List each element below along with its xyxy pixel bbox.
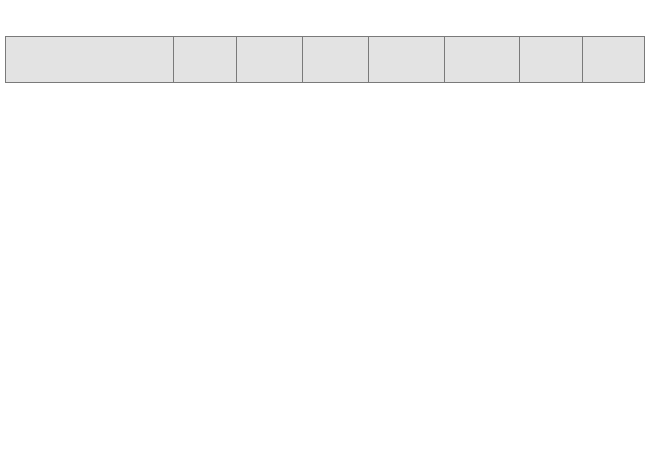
column-header [237, 37, 303, 83]
column-header [583, 37, 645, 83]
header-row [6, 37, 645, 83]
participants-table [5, 36, 645, 83]
column-header [445, 37, 520, 83]
header-corner [6, 37, 174, 83]
column-header [174, 37, 237, 83]
column-header [369, 37, 445, 83]
column-header [303, 37, 369, 83]
column-header [520, 37, 583, 83]
